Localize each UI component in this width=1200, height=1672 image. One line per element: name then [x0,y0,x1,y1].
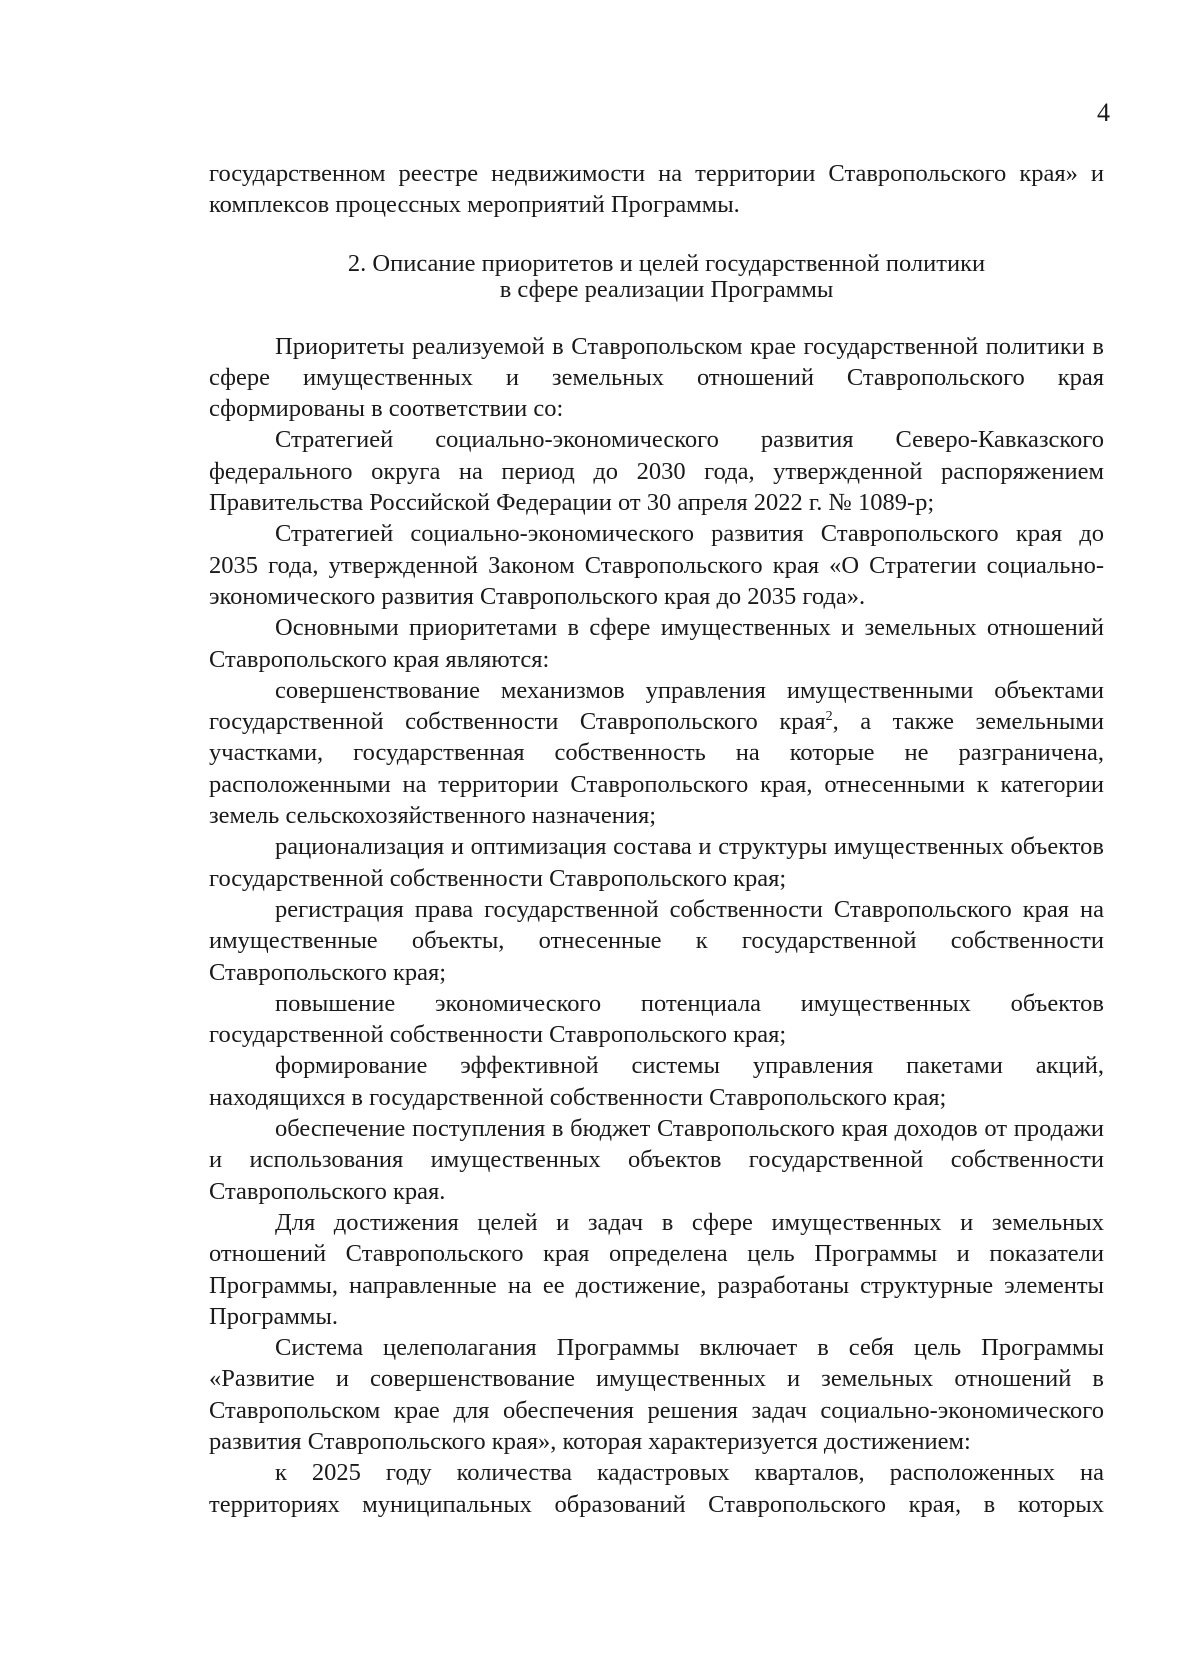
paragraph-priorities: Приоритеты реализуемой в Ставропольском крае государственной политики в сфере имущественных и земельных отношений Ставропольского края сформированы в соответствии со: [209,332,1104,423]
list-item-improvement-text: совершенствование механизмов управления имущественными объектами государственной собственности Ставропольского края [209,676,1104,736]
list-item-improvement-text-cont: , а также земельными участками, государственная собственность на которые не разграничена, расположенными на территории Ставропольского края, отнесенными к категории земель сельскохозяйственного назначения; [209,708,1104,830]
footnote-marker: 2 [825,709,833,724]
paragraph-cadastral: к 2025 году количества кадастровых кварталов, расположенных на территориях муниципальных образований Ставропольского края, в которых [209,1459,1104,1518]
section-heading-line-2: в сфере реализации Программы [499,275,834,303]
list-item-economic-potential: повышение экономического потенциала имущественных объектов государственной собственности Ставропольского края; [209,989,1104,1049]
page-number: 4 [1097,98,1110,127]
paragraph-goal-system: Система целеполагания Программы включает в себя цель Программы «Развитие и совершенствование имущественных и земельных отношений в Ставропольском крае для обеспечения решения задач социально-экономического развития Ставропольского края», которая характеризуется достижением: [209,1334,1104,1455]
list-item-registration: регистрация права государственной собственности Ставропольского края на имущественные объекты, отнесенные к государственной собственности Ставропольского края; [209,895,1104,986]
list-item-shares-management: формирование эффективной системы управления пакетами акций, находящихся в государственной собственности Ставропольского края; [209,1052,1104,1111]
intro-paragraph: государственном реестре недвижимости на территории Ставропольского края» и комплексов процессных мероприятий Программы. [209,160,1104,219]
list-item-improvement [209,675,1104,831]
paragraph-main-priorities: Основными приоритетами в сфере имущественных и земельных отношений Ставропольского края являются: [209,614,1104,673]
paragraph-goals: Для достижения целей и задач в сфере имущественных и земельных отношений Ставропольского края определена цель Программы и показатели Программы, направленные на ее достижение, разработаны структурные элементы Программы. [209,1208,1104,1330]
section-heading [209,251,1104,303]
list-item-rationalization: рационализация и оптимизация состава и структуры имущественных объектов государственной собственности Ставропольского края; [209,833,1104,892]
list-item-budget-revenue: обеспечение поступления в бюджет Ставропольского края доходов от продажи и использования имущественных объектов государственной собственности Ставропольского края. [209,1115,1104,1205]
paragraph-strategy-stavropol: Стратегией социально-экономического развития Ставропольского края до 2035 года, утвержденной Законом Ставропольского края «О Стратегии социально-экономического развития Ставропольского края до 2035 года». [209,520,1104,610]
document-body [209,158,1104,1520]
paragraph-strategy-skfo: Стратегией социально-экономического развития Северо-Кавказского федерального округа на период до 2030 года, утвержденной распоряжением Правительства Российской Федерации от 30 апреля 2022 г. № 1089-р; [209,426,1104,517]
section-heading-line-1: 2. Описание приоритетов и целей государственной политики [347,249,986,277]
